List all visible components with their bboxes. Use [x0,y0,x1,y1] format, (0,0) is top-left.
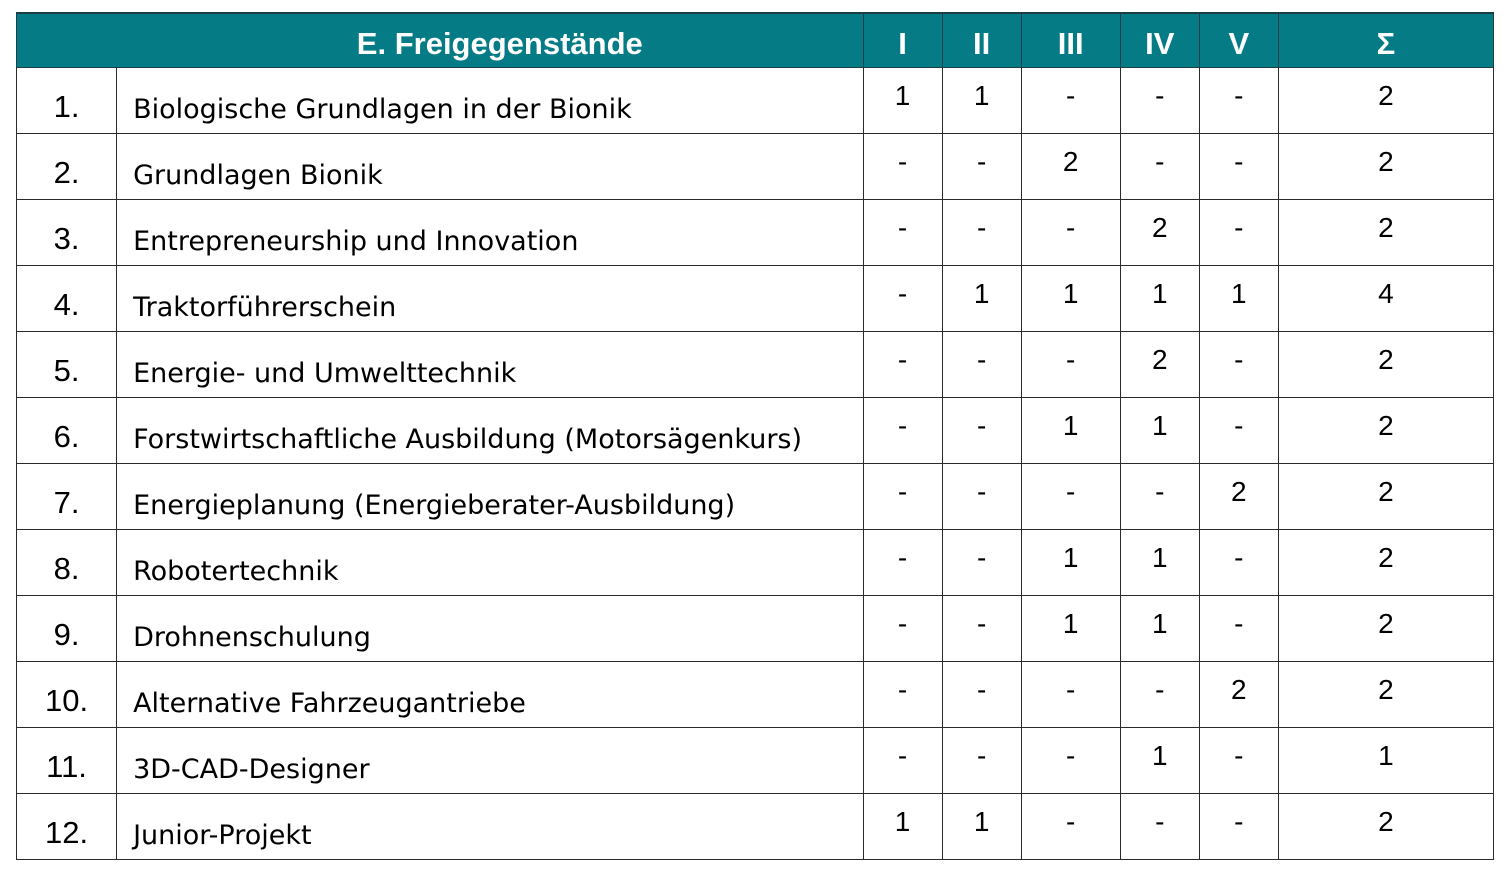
hours-year-1: - [863,661,942,727]
freigegenstaende-table [16,12,1494,860]
hours-year-2: - [942,727,1021,793]
table-row [17,199,1494,265]
table-title: E. Freigegenstände [17,13,864,67]
table-body [17,67,1494,859]
hours-year-4: 1 [1120,595,1199,661]
hours-year-3: - [1021,199,1120,265]
hours-total: 2 [1278,661,1493,727]
hours-total: 2 [1278,133,1493,199]
hours-total: 2 [1278,463,1493,529]
row-number: 4. [17,265,117,331]
hours-year-1: - [863,265,942,331]
hours-year-1: - [863,199,942,265]
hours-year-1: 1 [863,67,942,133]
hours-year-2: - [942,595,1021,661]
hours-year-3: - [1021,463,1120,529]
hours-year-1: - [863,529,942,595]
table-header-row [17,13,1494,67]
row-number: 5. [17,331,117,397]
row-number: 9. [17,595,117,661]
hours-year-2: - [942,397,1021,463]
column-header-year-4: IV [1120,13,1199,67]
hours-total: 2 [1278,595,1493,661]
hours-year-3: - [1021,727,1120,793]
hours-year-3: - [1021,67,1120,133]
hours-year-4: 2 [1120,331,1199,397]
hours-year-4: 2 [1120,199,1199,265]
table-row [17,397,1494,463]
hours-year-4: 1 [1120,529,1199,595]
hours-year-4: - [1120,463,1199,529]
subject-name: Robotertechnik [117,529,864,595]
subject-name: Energie- und Umwelttechnik [117,331,864,397]
subject-name: Drohnenschulung [117,595,864,661]
row-number: 11. [17,727,117,793]
hours-year-2: 1 [942,793,1021,859]
hours-total: 1 [1278,727,1493,793]
hours-year-5: - [1199,397,1278,463]
row-number: 2. [17,133,117,199]
hours-year-1: - [863,397,942,463]
hours-year-1: - [863,727,942,793]
hours-year-1: - [863,595,942,661]
subject-name: Alternative Fahrzeugantriebe [117,661,864,727]
hours-year-4: - [1120,67,1199,133]
hours-year-1: - [863,463,942,529]
subject-name: Junior-Projekt [117,793,864,859]
hours-year-4: - [1120,661,1199,727]
table-row [17,529,1494,595]
hours-year-5: - [1199,793,1278,859]
column-header-year-1: I [863,13,942,67]
hours-year-3: 1 [1021,595,1120,661]
table-row [17,133,1494,199]
hours-year-5: 2 [1199,463,1278,529]
hours-total: 2 [1278,331,1493,397]
hours-year-4: 1 [1120,265,1199,331]
hours-year-4: - [1120,133,1199,199]
row-number: 10. [17,661,117,727]
subject-name: Entrepreneurship und Innovation [117,199,864,265]
row-number: 3. [17,199,117,265]
table-row [17,331,1494,397]
hours-year-4: 1 [1120,727,1199,793]
hours-year-5: - [1199,199,1278,265]
hours-year-2: - [942,661,1021,727]
hours-total: 2 [1278,67,1493,133]
row-number: 12. [17,793,117,859]
column-header-year-2: II [942,13,1021,67]
hours-total: 2 [1278,793,1493,859]
subject-name: Grundlagen Bionik [117,133,864,199]
hours-year-2: - [942,529,1021,595]
hours-year-2: 1 [942,265,1021,331]
hours-year-5: - [1199,727,1278,793]
hours-year-1: 1 [863,793,942,859]
hours-year-5: - [1199,595,1278,661]
hours-year-3: - [1021,661,1120,727]
hours-year-3: - [1021,331,1120,397]
table-row [17,67,1494,133]
subject-name: Biologische Grundlagen in der Bionik [117,67,864,133]
hours-year-3: 2 [1021,133,1120,199]
hours-total: 2 [1278,529,1493,595]
hours-total: 2 [1278,199,1493,265]
column-header-year-5: V [1199,13,1278,67]
column-header-sum: Σ [1278,13,1493,67]
hours-year-5: - [1199,133,1278,199]
row-number: 7. [17,463,117,529]
hours-year-1: - [863,331,942,397]
hours-year-1: - [863,133,942,199]
hours-year-5: - [1199,529,1278,595]
hours-year-5: - [1199,67,1278,133]
table-row [17,265,1494,331]
hours-year-4: 1 [1120,397,1199,463]
table-row [17,793,1494,859]
hours-year-5: - [1199,331,1278,397]
hours-year-2: - [942,331,1021,397]
subject-name: Traktorführerschein [117,265,864,331]
row-number: 1. [17,67,117,133]
hours-year-2: 1 [942,67,1021,133]
hours-year-4: - [1120,793,1199,859]
row-number: 8. [17,529,117,595]
subject-name: Energieplanung (Energieberater-Ausbildung) [117,463,864,529]
hours-year-5: 1 [1199,265,1278,331]
table-row [17,727,1494,793]
hours-year-2: - [942,133,1021,199]
table-row [17,463,1494,529]
hours-year-3: 1 [1021,397,1120,463]
table-row [17,595,1494,661]
subject-name: Forstwirtschaftliche Ausbildung (Motorsägenkurs) [117,397,864,463]
hours-year-5: 2 [1199,661,1278,727]
hours-year-3: 1 [1021,529,1120,595]
hours-total: 2 [1278,397,1493,463]
hours-year-3: 1 [1021,265,1120,331]
hours-year-2: - [942,463,1021,529]
hours-total: 4 [1278,265,1493,331]
subject-name: 3D-CAD-Designer [117,727,864,793]
hours-year-3: - [1021,793,1120,859]
table-row [17,661,1494,727]
row-number: 6. [17,397,117,463]
hours-year-2: - [942,199,1021,265]
column-header-year-3: III [1021,13,1120,67]
